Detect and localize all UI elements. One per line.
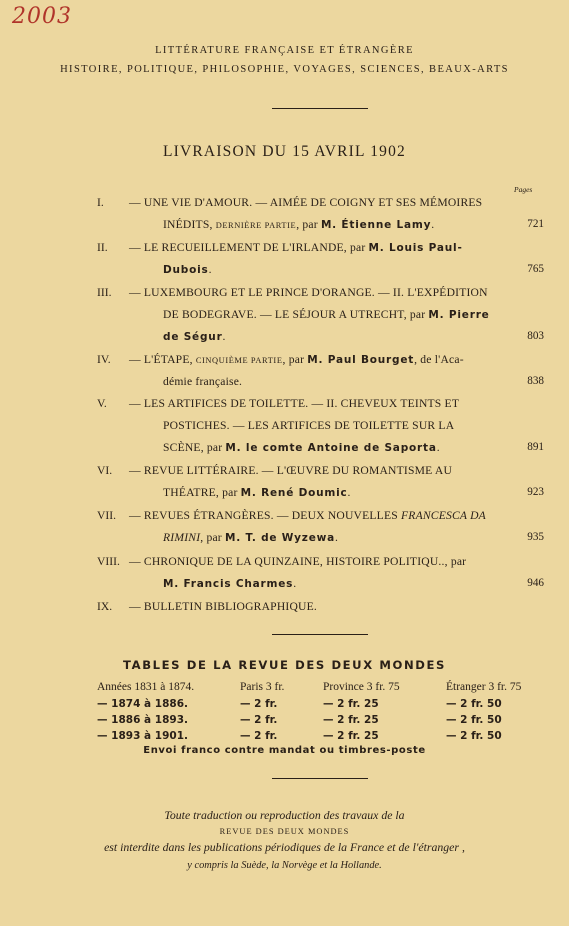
toc-page-number: 765	[527, 263, 544, 275]
divider	[272, 634, 368, 635]
toc-text: FRANCESCA DA	[401, 509, 486, 522]
toc-text: DE BODEGRAVE. — LE SÉJOUR A UTRECHT, par	[163, 308, 429, 321]
author-name: M. René Doumic	[240, 487, 348, 499]
toc-page-number: 838	[527, 375, 544, 387]
notice-line-4: y compris la Suède, la Norvège et la Hollande.	[187, 860, 382, 871]
toc-entry-line	[129, 397, 459, 410]
toc-text: CINQUIÈME PARTIE	[195, 356, 283, 365]
toc-text: SCÈNE, par	[163, 441, 226, 454]
tables-title: TABLES DE LA REVUE DES DEUX MONDES	[123, 658, 446, 672]
toc-text: — L'ÉTAPE,	[129, 353, 196, 366]
toc-text: RIMINI	[163, 531, 201, 544]
toc-entry-line	[163, 531, 338, 544]
toc-text: .	[222, 330, 226, 343]
price-table-row	[0, 730, 569, 744]
author-name: M. Louis Paul-	[368, 242, 463, 254]
toc-entry-line	[129, 241, 463, 254]
toc-text: .	[335, 531, 339, 544]
author-name: M. Étienne Lamy	[320, 219, 432, 231]
price-cell-etranger: — 2 fr. 50	[446, 730, 502, 742]
toc-text: POSTICHES. — LES ARTIFICES DE TOILETTE SUR LA	[163, 419, 455, 432]
toc-page-number: 946	[527, 577, 544, 589]
price-cell-paris: Paris 3 fr.	[240, 681, 285, 693]
toc-entry-number: VII.	[97, 509, 116, 522]
issue-title: LIVRAISON DU 15 AVRIL 1902	[162, 143, 407, 160]
divider	[272, 108, 368, 109]
toc-text: , par	[200, 531, 225, 544]
price-cell-etranger: — 2 fr. 50	[446, 698, 502, 710]
toc-text: , de l'Aca-	[414, 353, 464, 366]
toc-entry-number: I.	[97, 196, 104, 209]
pages-label: Pages	[514, 185, 533, 194]
toc-text: DERNIÈRE PARTIE	[215, 221, 297, 230]
author-name: M. Pierre	[428, 309, 490, 321]
notice-line-3: est interdite dans les publications périodiques de la France et de l'étranger ,	[104, 840, 465, 854]
toc-text: — CHRONIQUE DE LA QUINZAINE, HISTOIRE POLITIQU.., par	[129, 555, 467, 568]
toc-text: THÉATRE, par	[163, 486, 241, 499]
price-cell-province: — 2 fr. 25	[323, 730, 379, 742]
toc-entry-number: VI.	[97, 464, 113, 477]
toc-page-number: 803	[527, 330, 544, 342]
toc-page-number: 721	[527, 218, 544, 230]
toc-entry-number: II.	[97, 241, 108, 254]
toc-entry-line	[163, 308, 490, 321]
toc-page-number: 891	[527, 441, 544, 453]
toc-entry-line	[163, 577, 296, 590]
toc-text: — LUXEMBOURG ET LE PRINCE D'ORANGE. — II. L'EXPÉDITION	[129, 286, 488, 299]
price-table-row	[0, 681, 569, 695]
toc-text: .	[293, 577, 297, 590]
toc-entry-line	[129, 555, 466, 568]
author-name: de Ségur	[163, 331, 223, 343]
divider	[272, 778, 368, 779]
handwritten-annotation: 2003	[12, 4, 72, 29]
price-cell-province: Province 3 fr. 75	[323, 681, 400, 693]
author-name: Dubois	[163, 264, 209, 276]
price-cell-paris: — 2 fr.	[240, 730, 278, 742]
notice-line-2: REVUE DES DEUX MONDES	[219, 827, 350, 836]
notice-line-1: Toute traduction ou reproduction des travaux de la	[164, 808, 405, 822]
toc-page-number: 935	[527, 531, 544, 543]
author-name: M. Francis Charmes	[163, 578, 294, 590]
toc-entry-line	[163, 218, 434, 231]
toc-entry-line	[163, 441, 440, 454]
price-cell-province: — 2 fr. 25	[323, 698, 379, 710]
toc-entry-line	[129, 286, 488, 299]
toc-text: .	[436, 441, 440, 454]
author-name: M. Paul Bourget	[307, 354, 415, 366]
toc-text: — REVUES ÉTRANGÈRES. — DEUX NOUVELLES	[129, 509, 401, 522]
toc-text: , par	[296, 218, 321, 231]
toc-entry-line	[129, 600, 317, 613]
toc-entry-line	[163, 419, 454, 432]
toc-entry-number: III.	[97, 286, 112, 299]
author-name: M. T. de Wyzewa	[224, 532, 336, 544]
toc-entry-line	[163, 486, 351, 499]
toc-text: , par	[282, 353, 308, 366]
toc-text: — UNE VIE D'AMOUR. — AIMÉE DE COIGNY ET SES MÉMOIRES	[129, 196, 483, 209]
toc-entry-line	[129, 196, 482, 209]
toc-text: .	[431, 218, 435, 231]
toc-entry-line	[163, 330, 226, 343]
price-table-row	[0, 698, 569, 712]
toc-entry-line	[129, 353, 464, 366]
toc-entry-line	[163, 375, 242, 388]
price-cell-years: — 1886 à 1893.	[97, 714, 188, 726]
toc-text: .	[347, 486, 351, 499]
price-cell-etranger: Étranger 3 fr. 75	[446, 681, 522, 693]
toc-text: — REVUE LITTÉRAIRE. — L'ŒUVRE DU ROMANTISME AU	[129, 464, 453, 477]
toc-text: démie française.	[163, 375, 243, 388]
price-cell-years: Années 1831 à 1874.	[97, 681, 195, 693]
toc-text: .	[208, 263, 212, 276]
toc-entry-number: IX.	[97, 600, 113, 613]
envoi-note: Envoi franco contre mandat ou timbres-poste	[143, 745, 426, 756]
price-cell-province: — 2 fr. 25	[323, 714, 379, 726]
author-name: M. le comte Antoine de Saporta	[225, 442, 437, 454]
toc-text: — LE RECUEILLEMENT DE L'IRLANDE, par	[129, 241, 369, 254]
price-cell-etranger: — 2 fr. 50	[446, 714, 502, 726]
toc-page-number: 923	[527, 486, 544, 498]
toc-entry-number: IV.	[97, 353, 111, 366]
price-cell-paris: — 2 fr.	[240, 698, 278, 710]
toc-text: — LES ARTIFICES DE TOILETTE. — II. CHEVEUX TEINTS ET	[129, 397, 460, 410]
toc-text: INÉDITS,	[163, 218, 216, 231]
toc-entry-line	[129, 509, 486, 522]
price-table-row	[0, 714, 569, 728]
toc-entry-number: V.	[97, 397, 107, 410]
header-line-2: HISTOIRE, POLITIQUE, PHILOSOPHIE, VOYAGES, SCIENCES, BEAUX-ARTS	[60, 64, 509, 75]
price-cell-years: — 1874 à 1886.	[97, 698, 188, 710]
toc-text: — BULLETIN BIBLIOGRAPHIQUE.	[129, 600, 317, 613]
toc-entry-line	[163, 263, 212, 276]
price-cell-paris: — 2 fr.	[240, 714, 278, 726]
toc-entry-number: VIII.	[97, 555, 120, 568]
toc-entry-line	[129, 464, 452, 477]
price-cell-years: — 1893 à 1901.	[97, 730, 188, 742]
header-line-1: LITTÉRATURE FRANÇAISE ET ÉTRANGÈRE	[155, 45, 414, 56]
